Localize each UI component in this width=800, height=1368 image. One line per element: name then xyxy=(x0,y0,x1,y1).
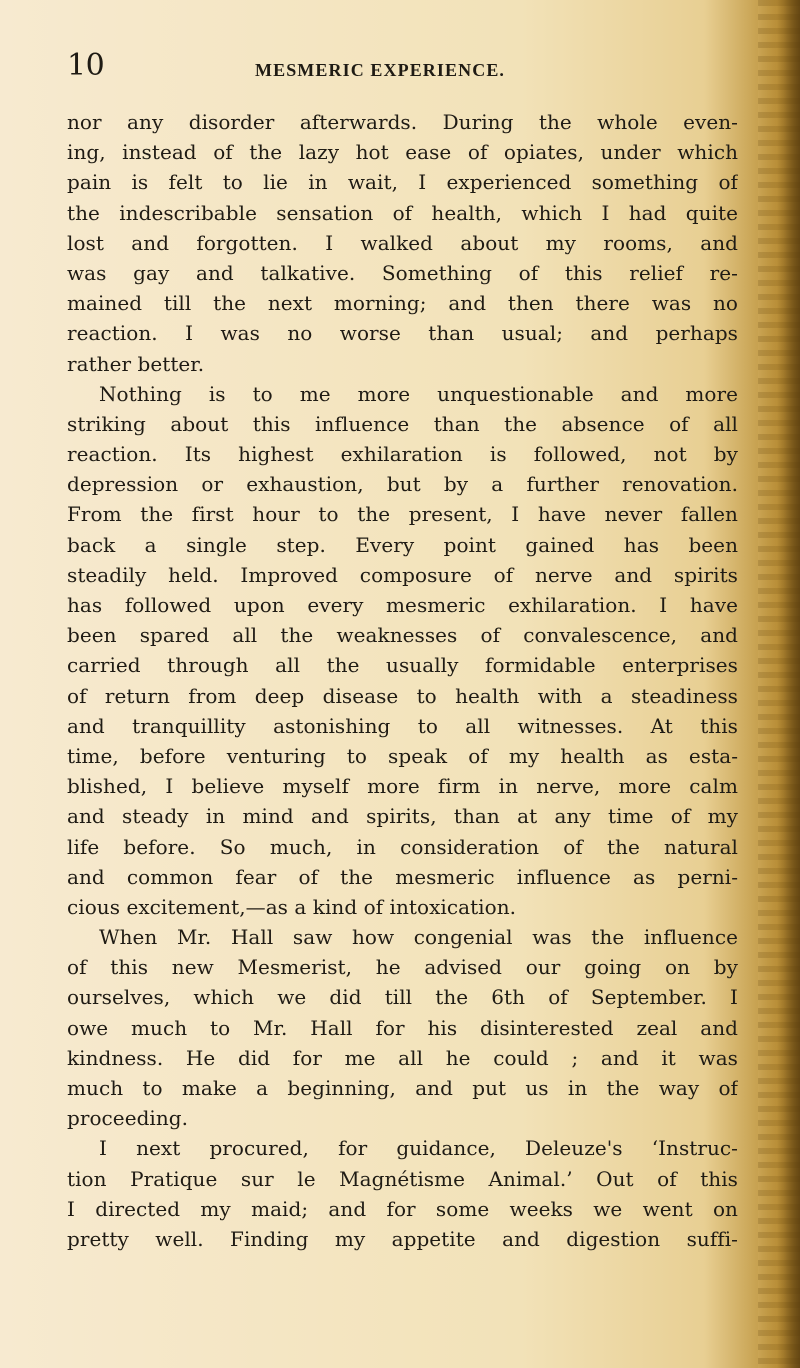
text-line: I next procured, for guidance, Deleuze's ‘Instruc- xyxy=(99,1136,738,1161)
text-line: owe much to Mr. Hall for his disinterested zeal and xyxy=(67,1015,738,1040)
text-line: time, before venturing to speak of my health as esta- xyxy=(67,743,738,768)
text-line: striking about this influence than the absence of all xyxy=(67,411,738,436)
text-line: cious excitement,—as a kind of intoxication. xyxy=(67,894,517,919)
text-line: rather better. xyxy=(67,351,205,376)
page-number: 10 xyxy=(67,48,105,83)
text-line: and common fear of the mesmeric influence as perni- xyxy=(67,864,738,889)
text-line: ing, instead of the lazy hot ease of opiates, under which xyxy=(67,140,738,165)
text-line: From the first hour to the present, I have never fallen xyxy=(67,502,738,527)
text-line: reaction. I was no worse than usual; and perhaps xyxy=(67,321,738,346)
text-line: the indescribable sensation of health, which I had quite xyxy=(67,200,738,225)
text-line: and steady in mind and spirits, than at any time of my xyxy=(67,804,738,829)
text-line: blished, I believe myself more firm in nerve, more calm xyxy=(67,774,738,799)
body-text xyxy=(67,107,738,1254)
text-line: I directed my maid; and for some weeks we went on xyxy=(67,1196,738,1221)
text-line: depression or exhaustion, but by a further renovation. xyxy=(67,472,738,497)
text-line: and tranquillity astonishing to all witnesses. At this xyxy=(67,713,738,738)
text-line: reaction. Its highest exhilaration is followed, not by xyxy=(67,442,738,467)
text-line: life before. So much, in consideration of the natural xyxy=(67,834,738,859)
text-line: steadily held. Improved composure of nerve and spirits xyxy=(67,562,738,587)
page-header xyxy=(67,48,737,85)
text-line: lost and forgotten. I walked about my rooms, and xyxy=(67,230,738,255)
text-line: of this new Mesmerist, he advised our going on by xyxy=(67,955,738,980)
text-line: ourselves, which we did till the 6th of September. I xyxy=(67,985,738,1010)
text-line: has followed upon every mesmeric exhilaration. I have xyxy=(67,593,738,617)
text-line: pain is felt to lie in wait, I experienced something of xyxy=(67,170,738,195)
text-line: back a single step. Every point gained has been xyxy=(67,532,738,557)
text-line: was gay and talkative. Something of this relief re- xyxy=(67,260,738,285)
text-line: tion Pratique sur le Magnétisme Animal.’ Out of this xyxy=(67,1166,738,1191)
text-line: When Mr. Hall saw how congenial was the influence xyxy=(99,925,738,950)
running-title: MESMERIC EXPERIENCE. xyxy=(255,60,506,80)
page-edge-shadow xyxy=(758,0,800,1368)
text-line: mained till the next morning; and then there was no xyxy=(67,291,738,316)
text-line: carried through all the usually formidable enterprises xyxy=(67,653,738,678)
text-line: proceeding. xyxy=(67,1106,189,1131)
text-line: Nothing is to me more unquestionable and more xyxy=(99,381,738,406)
text-line: of return from deep disease to health with a steadiness xyxy=(67,683,738,708)
text-line: nor any disorder afterwards. During the whole even- xyxy=(67,110,738,134)
text-line: much to make a beginning, and put us in the way of xyxy=(67,1076,738,1100)
text-line: pretty well. Finding my appetite and digestion suffi- xyxy=(67,1226,738,1251)
text-line: kindness. He did for me all he could ; and it was xyxy=(67,1045,738,1070)
text-line: been spared all the weaknesses of convalescence, and xyxy=(67,623,738,648)
